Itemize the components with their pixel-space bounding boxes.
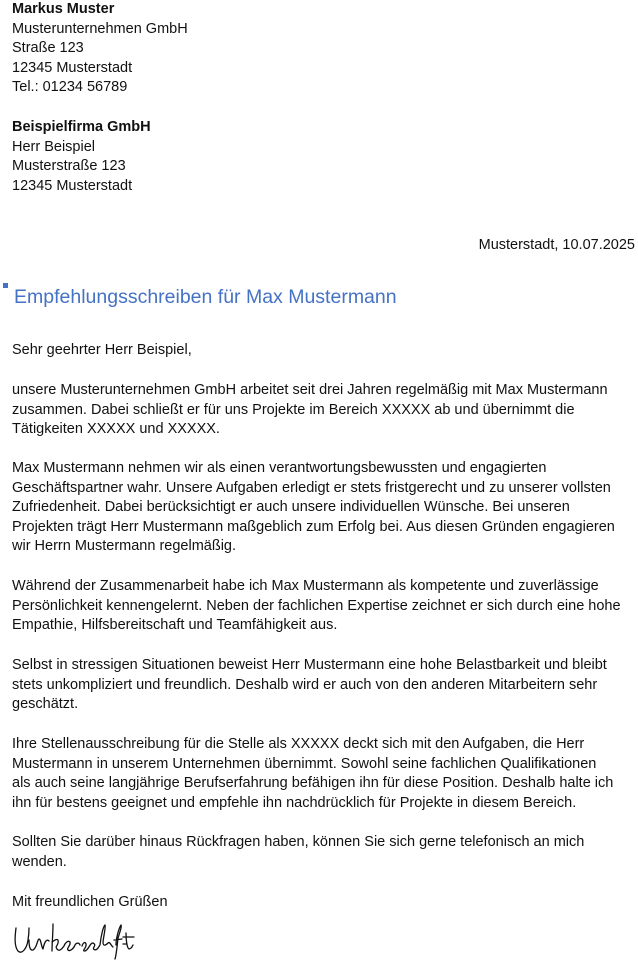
letter-title: Empfehlungsschreiben für Max Mustermann — [14, 286, 397, 308]
recipient-address — [12, 118, 632, 196]
paragraph-line: ihn für bestens geeignet und empfehle ihn nachdrücklich für Projekte in diesem Bereich. — [12, 794, 577, 811]
paragraph-line: Geschäftspartner wahr. Unsere Aufgaben erledigt er stets fristgerecht und zu unserer vollsten — [12, 479, 611, 496]
paragraph-line: unsere Musterunternehmen GmbH arbeitet seit drei Jahren regelmäßig mit Max Mustermann — [12, 382, 608, 398]
paragraph-line: wenden. — [12, 853, 67, 870]
recipient-street: Musterstraße 123 — [12, 158, 126, 175]
paragraph-6 — [12, 833, 637, 872]
date-line: Musterstadt, 10.07.2025 — [478, 237, 635, 253]
paragraph-line: stets unkompliziert und freundlich. Deshalb wird er auch von den anderen Mitarbeitern sehr — [12, 676, 598, 693]
paragraph-line: Tätigkeiten XXXXX und XXXXX. — [12, 421, 220, 438]
paragraph-line: Sollten Sie darüber hinaus Rückfragen haben, können Sie sich gerne telefonisch an mich — [12, 834, 585, 850]
paragraph-line: wir Herrn Mustermann regelmäßig. — [12, 538, 237, 555]
sender-city: 12345 Musterstadt — [12, 59, 133, 76]
paragraph-line: Max Mustermann nehmen wir als einen verantwortungsbewussten und engagierten — [12, 460, 547, 476]
paragraph-line: als auch seine langjährige Berufserfahrung befähigen ihn für diese Position. Deshalb halte ich — [12, 775, 614, 792]
sender-phone: Tel.: 01234 56789 — [12, 79, 128, 96]
paragraph-5 — [12, 735, 637, 813]
paragraph-line: zusammen. Dabei schließt er für uns Projekte im Bereich XXXXX ab und übernimmt die — [12, 401, 575, 418]
paragraph-line: Projekten trägt Herr Mustermann maßgeblich zum Erfolg bei. Aus diesen Gründen engagieren — [12, 518, 615, 535]
paragraph-line: Empathie, Hilfsbereitschaft und Teamfähigkeit aus. — [12, 617, 338, 634]
recipient-contact: Herr Beispiel — [12, 138, 95, 155]
paragraph-line: geschätzt. — [12, 696, 79, 713]
handwritten-signature-icon — [10, 918, 140, 960]
sender-address — [12, 0, 632, 98]
sender-company: Musterunternehmen GmbH — [12, 20, 188, 37]
paragraph-line: Während der Zusammenarbeit habe ich Max Mustermann als kompetente und zuverlässige — [12, 578, 599, 594]
sender-name: Markus Muster — [12, 1, 115, 17]
paragraph-3 — [12, 577, 637, 636]
paragraph-line: Mustermann in unserem Unternehmen übernimmt. Sowohl seine fachlichen Qualifikationen — [12, 755, 597, 772]
closing: Mit freundlichen Grüßen — [12, 894, 168, 910]
recipient-city: 12345 Musterstadt — [12, 177, 133, 194]
paragraph-4 — [12, 656, 637, 715]
heading-marker-icon — [3, 283, 8, 288]
salutation: Sehr geehrter Herr Beispiel, — [12, 342, 192, 358]
paragraph-1 — [12, 381, 637, 440]
paragraph-line: Selbst in stressigen Situationen beweist Herr Mustermann eine hohe Belastbarkeit und bleibt — [12, 657, 607, 673]
paragraph-line: Ihre Stellenausschreibung für die Stelle als XXXXX deckt sich mit den Aufgaben, die Herr — [12, 736, 585, 752]
recipient-company: Beispielfirma GmbH — [12, 119, 151, 135]
paragraph-2 — [12, 459, 637, 557]
paragraph-line: Zufriedenheit. Dabei berücksichtigt er auch unsere individuellen Wünsche. Bei unseren — [12, 499, 570, 516]
sender-street: Straße 123 — [12, 40, 84, 57]
paragraph-line: Persönlichkeit kennengelernt. Neben der fachlichen Expertise zeichnet er sich durch eine hohe — [12, 597, 621, 614]
